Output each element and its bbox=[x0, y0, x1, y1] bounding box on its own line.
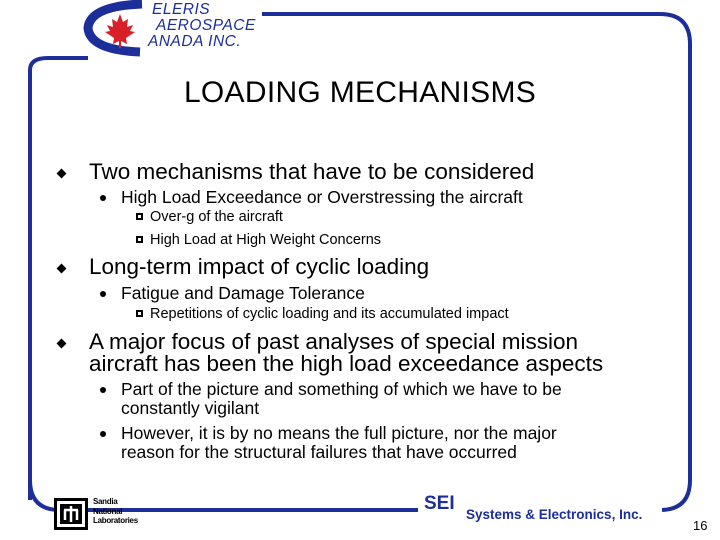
frame-bottom-right-corner bbox=[660, 480, 690, 510]
square-bullet-icon bbox=[136, 213, 143, 220]
dot-bullet-icon bbox=[100, 387, 106, 393]
square-bullet-icon bbox=[136, 310, 143, 317]
bullet-3-line-1: A major focus of past analyses of special mission bbox=[89, 329, 578, 354]
dot-bullet-icon bbox=[100, 195, 106, 201]
bullet-1-subsub-1: Over-g of the aircraft bbox=[150, 209, 283, 225]
maple-leaf-icon bbox=[105, 14, 135, 48]
bullet-3-sub-1-line-2: constantly vigilant bbox=[121, 398, 260, 418]
sei-logo-text: SEI bbox=[424, 493, 455, 514]
bullet-3-sub-2-line-2: reason for the structural failures that have occurred bbox=[121, 442, 517, 462]
sandia-wordmark bbox=[93, 497, 138, 526]
slide-title: LOADING MECHANISMS bbox=[183, 76, 537, 109]
square-bullet-icon bbox=[136, 236, 143, 243]
dot-bullet-icon bbox=[100, 291, 106, 297]
bullet-2-subsub-1: Repetitions of cyclic loading and its accumulated impact bbox=[150, 306, 509, 322]
bullet-3-line-2: aircraft has been the high load exceedance aspects bbox=[89, 351, 604, 376]
logo-line-3: ANADA INC. bbox=[148, 33, 242, 50]
company-name: Systems & Electronics, Inc. bbox=[466, 507, 643, 522]
bullet-1-text: Two mechanisms that have to be considered bbox=[89, 159, 535, 184]
bullet-1-subsub-2: High Load at High Weight Concerns bbox=[150, 232, 382, 248]
sandia-line-1: Sandia bbox=[93, 497, 118, 506]
bullet-2-sub-text: Fatigue and Damage Tolerance bbox=[121, 283, 365, 303]
logo-line-2: AEROSPACE bbox=[156, 17, 256, 34]
bullet-1-sub-text: High Load Exceedance or Overstressing the aircraft bbox=[121, 187, 523, 207]
logo-line-1: ELERIS bbox=[152, 1, 211, 18]
page-number: 16 bbox=[693, 518, 708, 533]
sandia-line-2: National bbox=[93, 506, 123, 516]
logo-wordmark bbox=[148, 1, 256, 50]
dot-bullet-icon bbox=[100, 431, 106, 437]
bullet-2-text: Long-term impact of cyclic loading bbox=[89, 254, 430, 279]
bullet-3-sub-2-line-1: However, it is by no means the full picture, nor the major bbox=[121, 423, 557, 443]
bullet-3-sub-1-line-1: Part of the picture and something of which we have to be bbox=[121, 379, 562, 399]
sandia-line-3: Laboratories bbox=[93, 516, 138, 525]
frame-left-line bbox=[30, 58, 88, 492]
